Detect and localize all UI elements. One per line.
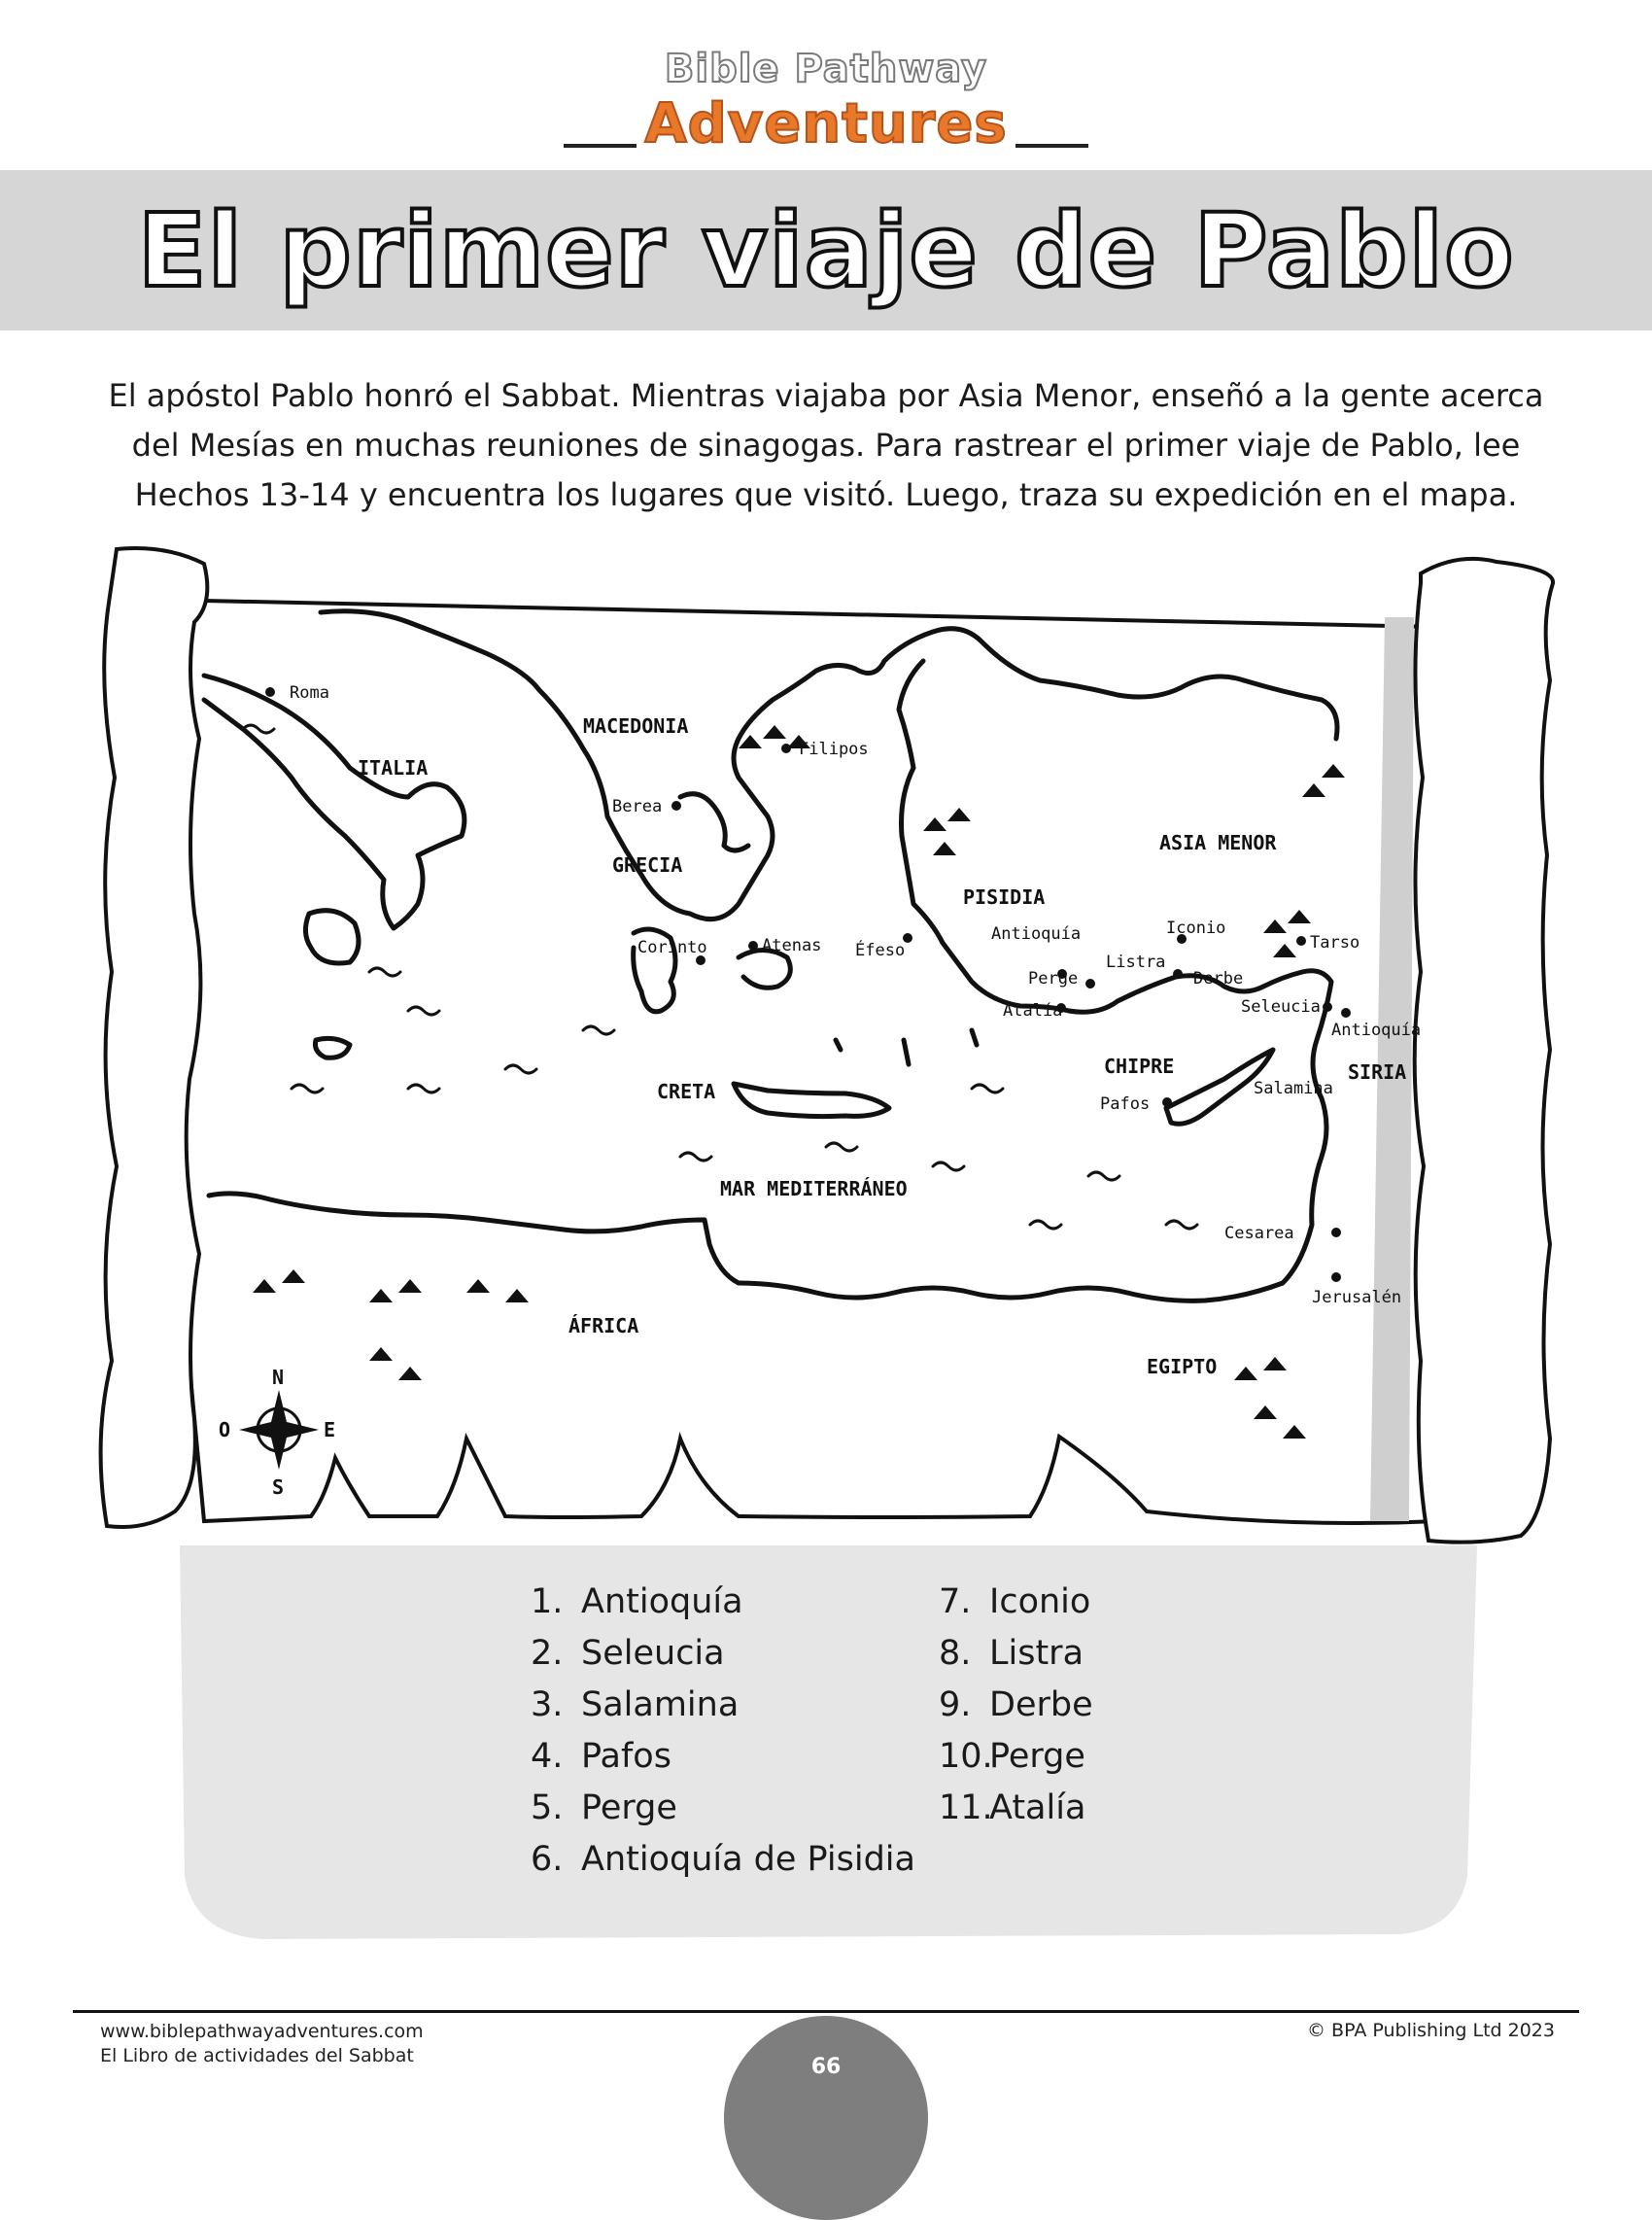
label-derbe: Derbe: [1193, 969, 1244, 989]
label-listra: Listra: [1106, 953, 1166, 972]
label-creta: CRETA: [657, 1080, 716, 1103]
label-cesarea: Cesarea: [1224, 1224, 1294, 1243]
list-item: 8. Listra: [939, 1634, 1084, 1673]
label-filipos: Filipos: [799, 740, 869, 759]
label-tarso: Tarso: [1310, 933, 1360, 953]
footer-book-title: El Libro de actividades del Sabbat: [100, 2045, 414, 2066]
label-jerusalen: Jerusalén: [1312, 1288, 1402, 1307]
logo-rule-left: [564, 144, 637, 148]
label-pisidia: PISIDIA: [963, 885, 1046, 909]
label-corinto: Corinto: [637, 938, 707, 957]
page-title: El primer viaje de Pablo: [137, 191, 1515, 310]
page-number-tab: [724, 2016, 928, 2220]
logo-bottom-text: Adventures: [644, 92, 1008, 156]
label-antioquia-pisidia: Antioquía: [991, 924, 1082, 944]
logo-top-text: Bible Pathway: [664, 47, 988, 91]
label-salamina: Salamina: [1254, 1079, 1333, 1098]
footer-left: [100, 2020, 424, 2068]
label-siria: SIRIA: [1348, 1060, 1407, 1084]
list-item: 2. Seleucia: [531, 1634, 725, 1673]
brand-logo: [0, 39, 1652, 156]
list-item: 4. Pafos: [531, 1737, 671, 1776]
logo-rule-right: [1015, 144, 1088, 148]
label-pafos: Pafos: [1100, 1094, 1151, 1114]
label-atenas: Atenas: [762, 936, 822, 955]
intro-line: El apóstol Pablo honró el Sabbat. Mientras viajaba por Asia Menor, enseñó a la gente acerca: [108, 377, 1544, 414]
page-number: 66: [810, 2055, 842, 2079]
list-item: 6. Antioquía de Pisidia: [531, 1840, 915, 1879]
footer-copyright: © BPA Publishing Ltd 2023: [1307, 2020, 1555, 2041]
list-item: 5. Perge: [531, 1788, 677, 1827]
label-italia: ITALIA: [358, 756, 429, 780]
label-iconio: Iconio: [1166, 919, 1226, 938]
list-item: 11.Atalía: [939, 1788, 1086, 1827]
list-item: 3. Salamina: [531, 1685, 740, 1724]
label-roma: Roma: [290, 683, 329, 703]
intro-line: del Mesías en muchas reuniones de sinagogas. Para rastrear el primer viaje de Pablo, lee: [131, 427, 1521, 464]
compass-e: E: [324, 1418, 336, 1441]
left-scroll-roll: [101, 548, 208, 1527]
right-scroll-roll: [1415, 559, 1553, 1543]
compass-o: O: [219, 1418, 231, 1441]
label-macedonia: MACEDONIA: [583, 714, 689, 738]
label-grecia: GRECIA: [612, 853, 683, 877]
label-atalia: Atalía: [1003, 1001, 1063, 1021]
label-seleucia: Seleucia: [1241, 997, 1321, 1017]
label-africa: ÁFRICA: [568, 1314, 639, 1337]
title-band: [0, 170, 1652, 330]
places-list-1: [531, 1577, 915, 1886]
label-antioquia-siria: Antioquía: [1331, 1021, 1422, 1040]
label-berea: Berea: [612, 797, 663, 816]
list-item: 9. Derbe: [939, 1685, 1093, 1724]
places-list-2: [939, 1577, 1093, 1834]
intro-paragraph: [97, 371, 1555, 520]
intro-line: Hechos 13-14 y encuentra los lugares que visitó. Luego, traza su expedición en el mapa.: [134, 476, 1518, 513]
label-efeso: Éfeso: [855, 941, 906, 960]
label-egipto: EGIPTO: [1147, 1355, 1218, 1378]
label-asia-menor: ASIA MENOR: [1159, 831, 1277, 854]
label-mar-mediterraneo: MAR MEDITERRÁNEO: [720, 1177, 908, 1200]
label-chipre: CHIPRE: [1104, 1055, 1175, 1078]
compass-s: S: [272, 1475, 285, 1499]
label-perge: Perge: [1028, 969, 1079, 989]
list-item: 10.Perge: [939, 1737, 1085, 1776]
list-item: 1. Antioquía: [531, 1582, 743, 1621]
list-item: 7. Iconio: [939, 1582, 1091, 1621]
footer-url[interactable]: www.biblepathwayadventures.com: [100, 2021, 424, 2042]
footer-divider: [73, 2010, 1579, 2013]
compass-n: N: [272, 1366, 285, 1389]
